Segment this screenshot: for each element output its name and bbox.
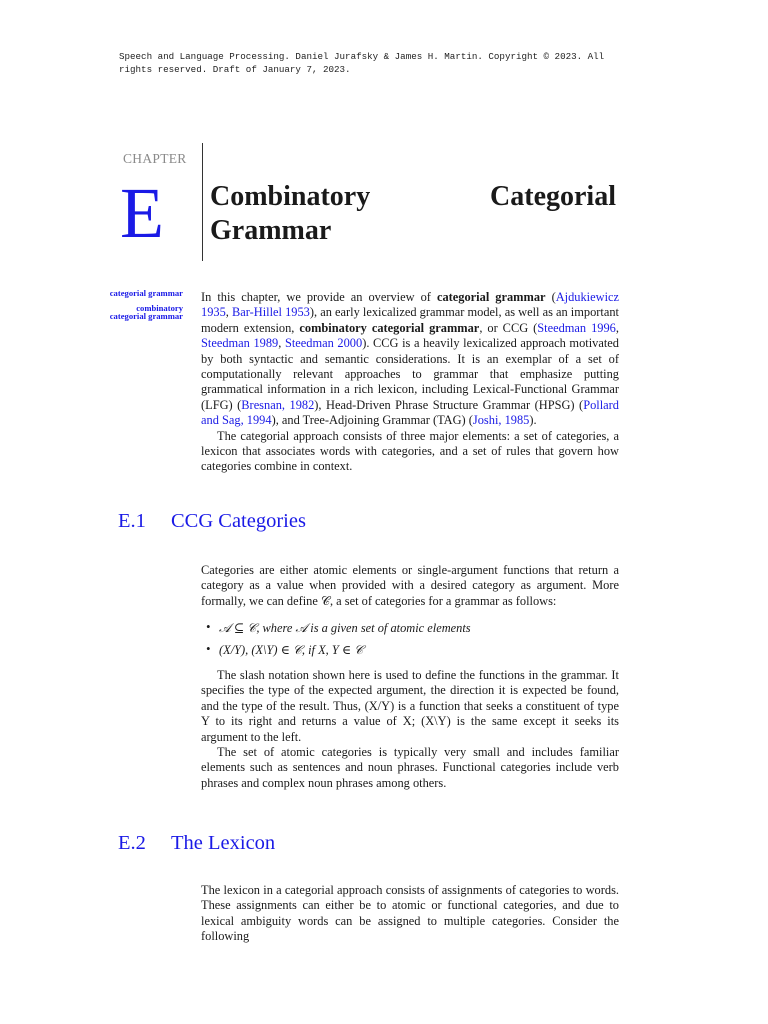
citation-link[interactable]: Steedman 2000: [284, 336, 363, 351]
chapter-letter: E: [120, 173, 164, 253]
intro-paragraph-1: In this chapter, we provide an overview of categorial grammar (Ajdukiewicz 1935, Bar-Hillel 1953), an early lexicalized grammar model, as well as an important modern extension, combinatory categorial grammar, or CCG (Steedman 1996, Steedman 1989, Steedman 2000). CCG is a heavily lexicalized approach motivated by both syntactic and semantic considerations. It is an exemplar of a set of computationally relevant approaches to grammar that emphasize putting grammatical information in a rich lexicon, including Lexical-Functional Grammar (LFG) (Bresnan, 1982), Head-Driven Phrase Structure Grammar (HPSG) (Pollard and Sag, 1994), and Tree-Adjoining Grammar (TAG) (Joshi, 1985).: [201, 290, 620, 428]
section-1-paragraph-3: The set of atomic categories is typically very small and includes familiar elements such as sentences and noun phrases. Functional categories include verb phrases and complex noun phrases among others.: [201, 745, 619, 790]
chapter-title-word-1: Combinatory: [210, 181, 371, 212]
chapter-title: [210, 180, 616, 248]
section-heading-e1: [118, 510, 306, 533]
citation-link[interactable]: Bar-Hillel 1953: [232, 305, 310, 320]
section-2-paragraph-1: The lexicon in a categorial approach consists of assignments of categories to words. These assignments can either be to atomic or functional categories, and due to lexical ambiguity words can be assigned to multiple categories. Consider the following: [201, 883, 619, 944]
margin-note-ccg: combinatory categorial grammar: [109, 303, 183, 322]
list-item: • (X/Y), (X\Y) ∈ 𝒞, if X, Y ∈ 𝒞: [201, 643, 619, 658]
term-ccg: combinatory categorial grammar: [299, 320, 480, 335]
chapter-divider: [202, 143, 203, 261]
header-line-1: Speech and Language Processing. Daniel Jurafsky & James H. Martin. Copyright © 2023. All: [119, 51, 605, 62]
intro-text: [201, 290, 619, 475]
citation-link[interactable]: Steedman 1989: [201, 336, 279, 351]
list-item: • 𝒜 ⊆ 𝒞, where 𝒜 is a given set of atomic elements: [201, 621, 619, 636]
margin-note-categorial-grammar: categorial grammar: [109, 288, 183, 298]
chapter-label: CHAPTER: [123, 151, 187, 166]
citation-link[interactable]: Joshi, 1985: [472, 413, 530, 428]
citation-link[interactable]: Steedman 1996: [537, 320, 616, 335]
section-title: CCG Categories: [171, 510, 306, 532]
intro-paragraph-2: The categorial approach consists of three major elements: a set of categories, a lexicon that associates words with categories, and a set of rules that govern how categories combine in context.: [201, 428, 619, 474]
section-1-text: [201, 563, 619, 791]
chapter-title-word-3: Grammar: [210, 215, 332, 246]
section-2-text: [201, 883, 619, 945]
section-title: The Lexicon: [171, 832, 276, 854]
section-heading-e2: [118, 832, 275, 855]
running-header: [119, 50, 639, 76]
chapter-title-word-2: Categorial: [490, 181, 616, 212]
margin-notes: [100, 289, 183, 328]
citation-link[interactable]: Ajdukiewicz 1935: [201, 290, 620, 320]
header-line-2: rights reserved. Draft of January 7, 2023.: [119, 64, 351, 75]
category-definition-list: [201, 621, 619, 658]
term-categorial-grammar: categorial grammar: [436, 290, 546, 304]
citation-link[interactable]: Bresnan, 1982: [241, 397, 315, 412]
section-1-paragraph-2: The slash notation shown here is used to define the functions in the grammar. It specifies the type of the expected argument, the direction it is expected be found, and the type of the result. Thus, (X/Y) is a function that seeks a constituent of type Y to its right and returns a value of X; (X\Y) is the same except it seeks its argument to the left.: [201, 668, 619, 744]
section-1-paragraph-1: Categories are either atomic elements or single-argument functions that return a category as a value when provided with a desired category as argument. More formally, we can define 𝒞, a set of categories for a grammar as follows:: [201, 563, 619, 608]
citation-link[interactable]: Pollard and Sag, 1994: [201, 397, 619, 428]
section-number: E.2: [118, 832, 146, 854]
section-number: E.1: [118, 510, 146, 532]
